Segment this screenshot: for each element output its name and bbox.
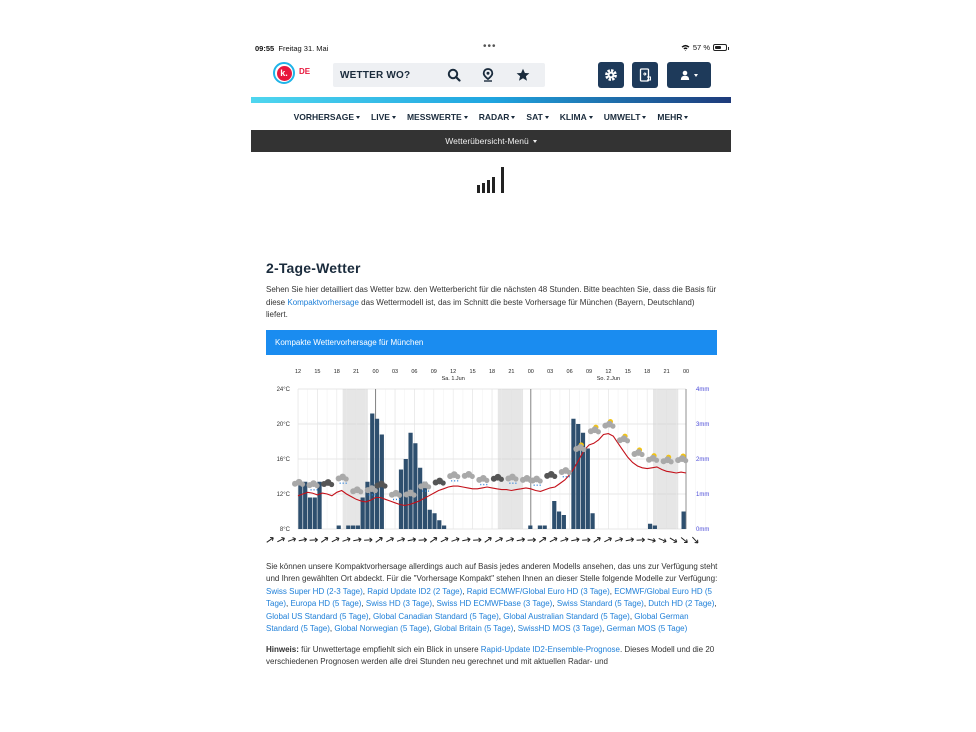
wind-arrow-icon <box>419 537 427 541</box>
forecast-chart <box>266 363 717 549</box>
weather-cloud-rain-icon <box>476 474 489 484</box>
model-link[interactable]: ECMWF/Global Euro HD (5 Tage) <box>266 586 712 608</box>
hour-tick-label: 21 <box>353 368 360 375</box>
wind-arrow-icon <box>691 535 699 544</box>
weather-cloud-rain-icon <box>559 467 572 477</box>
hour-tick-label: 21 <box>663 368 670 375</box>
weather-cloud-sun-icon <box>588 424 601 434</box>
precip-bar <box>418 467 422 528</box>
model-link[interactable]: Swiss HD ECMWFbase (3 Tage) <box>436 599 553 608</box>
wind-arrow-icon <box>593 536 602 544</box>
wind-arrow-icon <box>669 536 678 544</box>
day-label: So. 2.Jun <box>596 375 621 382</box>
precip-bar <box>653 525 657 529</box>
weather-cloud-rain-icon <box>530 475 543 485</box>
precip-bar <box>528 525 532 529</box>
y-tick-left: 16°C <box>276 456 290 463</box>
precip-bar <box>408 432 412 528</box>
nav-item-mehr[interactable]: MEHR <box>657 112 688 122</box>
wind-arrow-icon <box>538 536 547 544</box>
precip-bar <box>437 520 441 529</box>
precip-bar <box>308 497 312 529</box>
hint-text: Hinweis: für Unwettertage empfiehlt sich ein Blick in unsere Rapid-Update ID2-Ensemble-Prognose. Dieses Modell und die 20 verschiedenen Prognosen werden alle drei Stunden neu gerechnet und mit aktuellen Radar- und <box>266 644 715 666</box>
nav-item-umwelt[interactable]: UMWELT <box>604 112 647 122</box>
hour-tick-label: 09 <box>585 368 593 375</box>
battery-icon <box>713 44 727 51</box>
weather-cloud-sun-icon <box>632 447 645 457</box>
phone-widget-icon <box>638 68 652 82</box>
wind-arrow-icon <box>549 536 558 543</box>
models-text: Sie können unsere Kompaktvorhersage allerdings auch auf Basis jedes anderen Modells ansehen, das uns zur Verfügung steht und Ihren gewählten Ort abdeckt. Für die "Vorhersage Kompakt" stehen Ihnen an dieser Stelle folgende Modelle zur Verfügung: Swiss Super HD (2-3 Tage), Rapid Update ID2 (2 Tage), Rapid ECMWF/Global Euro HD (3 Tage), ECMWF/Global Euro HD (5 Tage), Europa HD (5 Tage), Swiss HD (3 Tage), Swiss HD ECMWFbase (3 Tage), Swiss Standard (5 Tage), Dutch HD (2 Tage), Global US Standard (5 Tage), Global Canadian Standard (5 Tage), Global Australian Standard (5 Tage), Global German Standard (5 Tage), Global Norwegian (5 Tage), Global Britain (5 Tage), SwissHD MOS (3 Tage), German MOS (5 Tage) <box>266 561 718 633</box>
model-link[interactable]: Global Britain (5 Tage) <box>433 624 514 633</box>
model-link[interactable]: Global US Standard (5 Tage) <box>266 611 369 621</box>
model-link[interactable]: Global Australian Standard (5 Tage) <box>503 611 630 621</box>
precip-bar <box>538 525 542 529</box>
precip-bar <box>313 497 317 529</box>
hour-tick-label: 21 <box>508 368 515 375</box>
nav-item-vorhersage[interactable]: VORHERSAGE <box>294 112 360 122</box>
settings-button[interactable] <box>598 62 624 88</box>
loading-indicator-icon <box>477 167 504 193</box>
wind-arrow-icon <box>560 536 569 542</box>
favorites-star-icon[interactable] <box>516 68 530 82</box>
hour-tick-label: 12 <box>605 368 612 375</box>
wind-arrow-icon <box>505 536 514 542</box>
wind-arrow-icon <box>298 537 307 542</box>
y-tick-right: 2mm <box>696 456 710 463</box>
nav-item-radar[interactable]: RADAR <box>479 112 516 122</box>
wind-arrow-icon <box>331 536 340 543</box>
precip-bar <box>428 509 432 528</box>
hour-tick-label: 00 <box>372 368 379 375</box>
precip-bar <box>337 525 341 529</box>
model-link[interactable]: Swiss Super HD (2-3 Tage) <box>266 586 363 596</box>
multitask-dots-icon[interactable]: ••• <box>483 41 497 52</box>
search-icon[interactable] <box>447 68 461 82</box>
model-link[interactable]: SwissHD MOS (3 Tage) <box>517 624 603 633</box>
model-link[interactable]: Rapid Update ID2 (2 Tage) <box>367 586 463 596</box>
hour-tick-label: 15 <box>469 368 476 375</box>
precip-bar <box>317 481 321 528</box>
weather-cloud-sun-icon <box>617 433 630 443</box>
y-tick-right: 0mm <box>696 526 710 533</box>
precip-bar <box>298 481 302 528</box>
wind-arrow-icon <box>625 537 634 542</box>
wind-arrow-icon <box>310 537 318 541</box>
precip-bar <box>432 513 436 529</box>
day-label: Sa. 1.Jun <box>441 375 465 382</box>
precip-bar <box>361 497 365 529</box>
nav-item-sat[interactable]: SAT <box>526 112 548 122</box>
wind-arrow-icon <box>603 536 612 543</box>
wind-arrow-icon <box>287 536 296 542</box>
precip-bar <box>682 511 686 529</box>
precip-bar <box>370 413 374 529</box>
precip-bar <box>346 525 350 529</box>
wind-arrow-icon <box>571 537 580 542</box>
wind-arrow-icon <box>396 536 405 542</box>
wind-arrow-icon <box>647 537 656 543</box>
weather-cloud-sun-icon <box>602 419 615 429</box>
model-link[interactable]: Rapid ECMWF/Global Euro HD (3 Tage) <box>466 586 610 596</box>
brand-stripe <box>251 97 731 103</box>
weather-cloud-rain-icon <box>447 471 460 481</box>
intro-text: Sehen Sie hier detailliert das Wetter bzw. den Wetterbericht für die nächsten 48 Stunden. Bitte beachten Sie, dass die Basis für diese Kompaktvorhersage das Wettermodell ist, das im Schnitt die beste Vorhersage für München (Bayern, Deutschland) liefert. <box>266 285 717 319</box>
y-tick-right: 1mm <box>696 491 710 498</box>
model-link[interactable]: Global Canadian Standard (5 Tage) <box>373 611 499 621</box>
hour-tick-label: 18 <box>488 368 496 375</box>
main-content <box>266 260 718 669</box>
hour-tick-label: 09 <box>430 368 437 375</box>
weather-cloud-dark-icon <box>321 479 334 487</box>
location-pin-icon[interactable] <box>481 68 495 82</box>
precip-bar <box>557 511 561 529</box>
precip-bar <box>423 481 427 528</box>
hour-tick-label: 00 <box>682 368 690 375</box>
wind-arrow-icon <box>582 537 590 541</box>
weather-cloud-icon <box>462 470 475 478</box>
nav-item-klima[interactable]: KLIMA <box>560 112 593 122</box>
hour-tick-label: 00 <box>527 368 534 375</box>
wind-arrow-icon <box>516 537 525 542</box>
forecast-chart-svg <box>266 363 717 549</box>
precip-bar <box>375 418 379 528</box>
model-link[interactable]: Global German Standard (5 Tage) <box>266 611 689 633</box>
y-tick-right: 3mm <box>696 421 710 428</box>
precip-bar <box>552 501 556 529</box>
battery-percent: 57 % <box>692 43 710 52</box>
precip-bar <box>543 525 547 529</box>
page-title: 2-Tage-Wetter <box>266 260 361 276</box>
precip-bar <box>351 525 355 529</box>
wind-arrow-icon <box>440 536 449 543</box>
models-list: Swiss Super HD (2-3 Tage), Rapid Update ID2 (2 Tage), Rapid ECMWF/Global Euro HD (3 Tage), ECMWF/Global Euro HD (5 Tage), Europa HD (5 Tage), Swiss HD (3 Tage), Swiss HD ECMWFbase (3 Tage), Swiss Standard (5 Tage), Dutch HD (2 Tage), Global US Standard (5 Tage), Global Canadian Standard (5 Tage), Global Australian Standard (5 Tage), Global German Standard (5 Tage), Global Norwegian (5 Tage), Global Britain (5 Tage), SwissHD MOS (3 Tage), German MOS (5 Tage) <box>266 586 717 633</box>
hour-tick-label: 18 <box>333 368 340 375</box>
wind-arrow-icon <box>462 537 471 542</box>
precip-bar <box>442 525 446 529</box>
chevron-down-icon <box>694 74 698 77</box>
wind-arrow-icon <box>375 536 384 544</box>
hour-tick-label: 06 <box>566 368 573 375</box>
user-icon <box>680 70 690 80</box>
status-bar <box>251 40 731 56</box>
weather-overview-menu[interactable]: Wetterübersicht-Menü <box>251 130 731 152</box>
model-link[interactable]: German MOS (5 Tage) <box>606 624 688 633</box>
wind-arrow-icon <box>429 536 438 544</box>
hour-tick-label: 18 <box>644 368 651 375</box>
wind-arrow-icon <box>266 536 274 544</box>
precip-bar <box>590 513 594 529</box>
nav-item-live[interactable]: LIVE <box>371 112 396 122</box>
site-header <box>251 56 731 96</box>
model-link[interactable]: Europa HD (5 Tage) <box>290 599 362 608</box>
hour-tick-label: 15 <box>314 368 321 375</box>
weather-cloud-dark-icon <box>544 470 557 478</box>
hour-tick-label: 06 <box>411 368 418 375</box>
wind-arrow-icon <box>494 536 503 543</box>
wind-arrow-icon <box>276 536 285 543</box>
model-link[interactable]: Global Norwegian (5 Tage) <box>334 624 430 633</box>
wind-arrow-icon <box>680 535 689 543</box>
precip-bar <box>413 443 417 529</box>
model-link[interactable]: Swiss Standard (5 Tage) <box>556 599 644 608</box>
wind-arrow-icon <box>407 537 416 542</box>
y-tick-left: 8°C <box>279 526 290 533</box>
y-tick-left: 24°C <box>276 386 290 393</box>
precip-bar <box>562 515 566 529</box>
search-label: WETTER WO? <box>340 70 411 81</box>
gear-icon <box>604 68 618 82</box>
weather-cloud-dark-icon <box>433 477 446 485</box>
wind-arrow-icon <box>473 537 481 541</box>
wind-arrow-icon <box>451 536 460 542</box>
wifi-icon <box>681 44 690 51</box>
ensemble-forecast-link[interactable]: Rapid-Update ID2-Ensemble-Prognose <box>480 644 620 654</box>
app-window <box>251 40 731 690</box>
hour-tick-label: 15 <box>624 368 631 375</box>
wind-arrow-icon <box>637 537 645 541</box>
wind-arrow-icon <box>320 536 329 544</box>
precip-bar <box>576 424 580 529</box>
y-tick-left: 12°C <box>276 491 290 498</box>
status-time: 09:55 Freitag 31. Mai <box>255 44 329 53</box>
user-menu-button[interactable] <box>667 62 711 88</box>
precip-bar <box>586 448 590 529</box>
precip-bar <box>356 525 360 529</box>
wind-arrow-icon <box>353 537 362 542</box>
wind-arrow-icon <box>342 536 351 542</box>
hour-tick-label: 12 <box>294 368 302 375</box>
y-tick-right: 4mm <box>696 386 710 393</box>
hour-tick-label: 03 <box>547 368 554 375</box>
wind-arrow-icon <box>658 536 667 543</box>
model-link[interactable]: Swiss HD (3 Tage) <box>365 599 433 608</box>
hour-tick-label: 03 <box>391 368 399 375</box>
hour-tick-label: 12 <box>450 368 457 375</box>
wind-arrow-icon <box>614 536 623 542</box>
precip-bar <box>303 481 307 528</box>
app-switch-button[interactable] <box>632 62 658 88</box>
wind-arrow-icon <box>364 537 372 541</box>
nav-item-messwerte[interactable]: MESSWERTE <box>407 112 468 122</box>
forecast-header-bar: Kompakte Wettervorhersage für München <box>266 330 717 355</box>
precip-bar <box>571 418 575 528</box>
wind-arrow-icon <box>484 536 493 544</box>
location-search[interactable] <box>333 63 545 87</box>
wind-arrow-icon <box>385 536 394 543</box>
model-link[interactable]: Dutch HD (2 Tage) <box>648 599 715 608</box>
main-navigation <box>251 104 731 130</box>
logo-country: DE <box>299 67 311 76</box>
site-logo[interactable]: k. <box>273 62 295 84</box>
precip-bar <box>648 523 652 528</box>
wind-arrow-icon <box>528 537 536 541</box>
y-tick-left: 20°C <box>276 421 290 428</box>
kompaktvorhersage-link[interactable]: Kompaktvorhersage <box>287 297 359 307</box>
